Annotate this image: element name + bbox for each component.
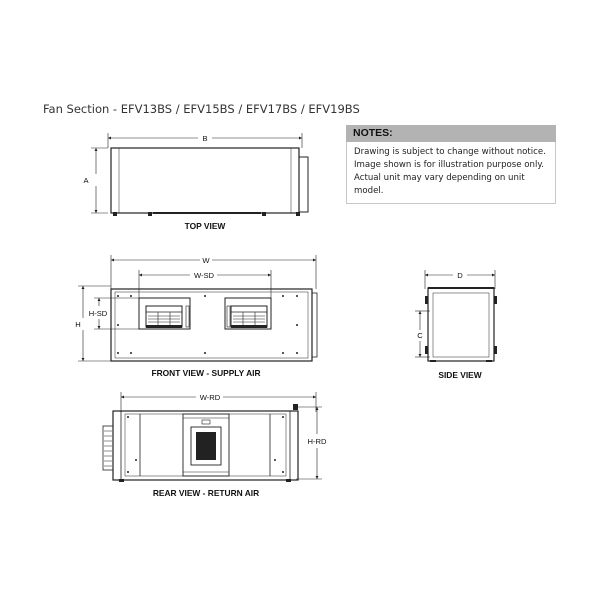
caption-front-view: FRONT VIEW - SUPPLY AIR bbox=[151, 368, 261, 378]
top-view-body bbox=[111, 148, 299, 213]
top-view-flange bbox=[299, 157, 308, 212]
dimension-a bbox=[91, 148, 108, 213]
caption-side-view: SIDE VIEW bbox=[438, 370, 482, 380]
supply-fan-outlet-right bbox=[225, 298, 271, 329]
notes-line: Actual unit may vary depending on unit bbox=[354, 173, 525, 183]
dim-label-a: A bbox=[83, 176, 89, 185]
notes-line: Drawing is subject to change without notice. bbox=[354, 147, 546, 157]
caption-rear-view: REAR VIEW - RETURN AIR bbox=[152, 488, 260, 498]
dim-label-h-rd: H-RD bbox=[307, 437, 327, 446]
dim-label-c: C bbox=[417, 331, 423, 340]
rear-view bbox=[103, 392, 322, 482]
dim-label-d: D bbox=[457, 271, 463, 280]
notes-line: model. bbox=[354, 186, 384, 196]
side-view-body bbox=[428, 288, 494, 361]
caption-top-view: TOP VIEW bbox=[184, 221, 226, 231]
front-view-body bbox=[111, 289, 312, 361]
dim-label-h: H bbox=[75, 320, 81, 329]
notes-heading: NOTES: bbox=[346, 125, 556, 142]
dimension-h bbox=[78, 286, 111, 361]
dim-label-w-rd: W-RD bbox=[199, 393, 221, 402]
dim-label-b: B bbox=[202, 134, 208, 143]
dim-label-w: W bbox=[202, 256, 210, 265]
notes-line: Image shown is for illustration purpose only. bbox=[354, 160, 544, 170]
supply-fan-outlet-left bbox=[139, 298, 190, 329]
top-view bbox=[91, 133, 308, 216]
side-view bbox=[415, 270, 497, 361]
page-title: Fan Section - EFV13BS / EFV15BS / EFV17BS / EFV19BS bbox=[43, 102, 360, 116]
dim-label-w-sd: W-SD bbox=[193, 271, 215, 280]
return-air-center-panel bbox=[183, 414, 229, 476]
dim-label-h-sd: H-SD bbox=[88, 309, 108, 318]
